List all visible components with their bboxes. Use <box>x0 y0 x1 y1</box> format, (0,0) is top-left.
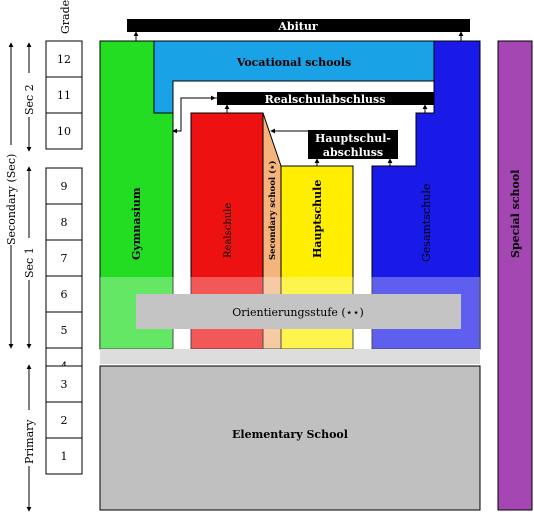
abitur-label: Abitur <box>278 20 318 33</box>
grade-number: 2 <box>60 414 68 427</box>
gymnasium-label: Gymnasium <box>130 187 143 260</box>
secondary-label: Secondary (Sec) <box>5 153 18 245</box>
orientierungsstufe-label: Orientierungsstufe (⋆⋆) <box>232 306 364 319</box>
grade-number: 11 <box>57 89 71 102</box>
secondary-school-label: Secondary school (⋆) <box>268 160 278 260</box>
hauptschulabschluss-label-1: Hauptschul- <box>315 132 391 145</box>
grade-number: 3 <box>60 378 68 391</box>
vocational-label: Vocational schools <box>236 56 352 69</box>
gesamtschule-label: Gesamtschule <box>420 183 433 262</box>
grade-label: Grade <box>59 0 72 34</box>
realschulabschluss-label: Realschulabschluss <box>264 93 386 106</box>
special-school-block <box>498 41 532 510</box>
grade-number: 5 <box>60 324 68 337</box>
grade-boxes <box>46 41 82 474</box>
elementary-label: Elementary School <box>232 428 348 441</box>
grade-number: 9 <box>60 180 68 193</box>
orientierung-gap <box>100 349 480 364</box>
primary-label: Primary <box>23 419 36 464</box>
grade-number: 6 <box>60 288 68 301</box>
grade-number: 10 <box>57 125 71 138</box>
sec1-label: Sec 1 <box>23 247 36 278</box>
grade-number: 7 <box>60 252 68 265</box>
hauptschulabschluss-label-2: abschluss <box>322 146 384 159</box>
sec2-label: Sec 2 <box>23 84 36 115</box>
grade-number: 1 <box>60 450 68 463</box>
special-school-label: Special school <box>509 169 522 258</box>
grade-number: 8 <box>60 216 68 229</box>
hauptschule-label: Hauptschule <box>311 179 324 258</box>
realschule-label: Realschule <box>223 202 234 258</box>
grade-number: 12 <box>57 53 71 66</box>
